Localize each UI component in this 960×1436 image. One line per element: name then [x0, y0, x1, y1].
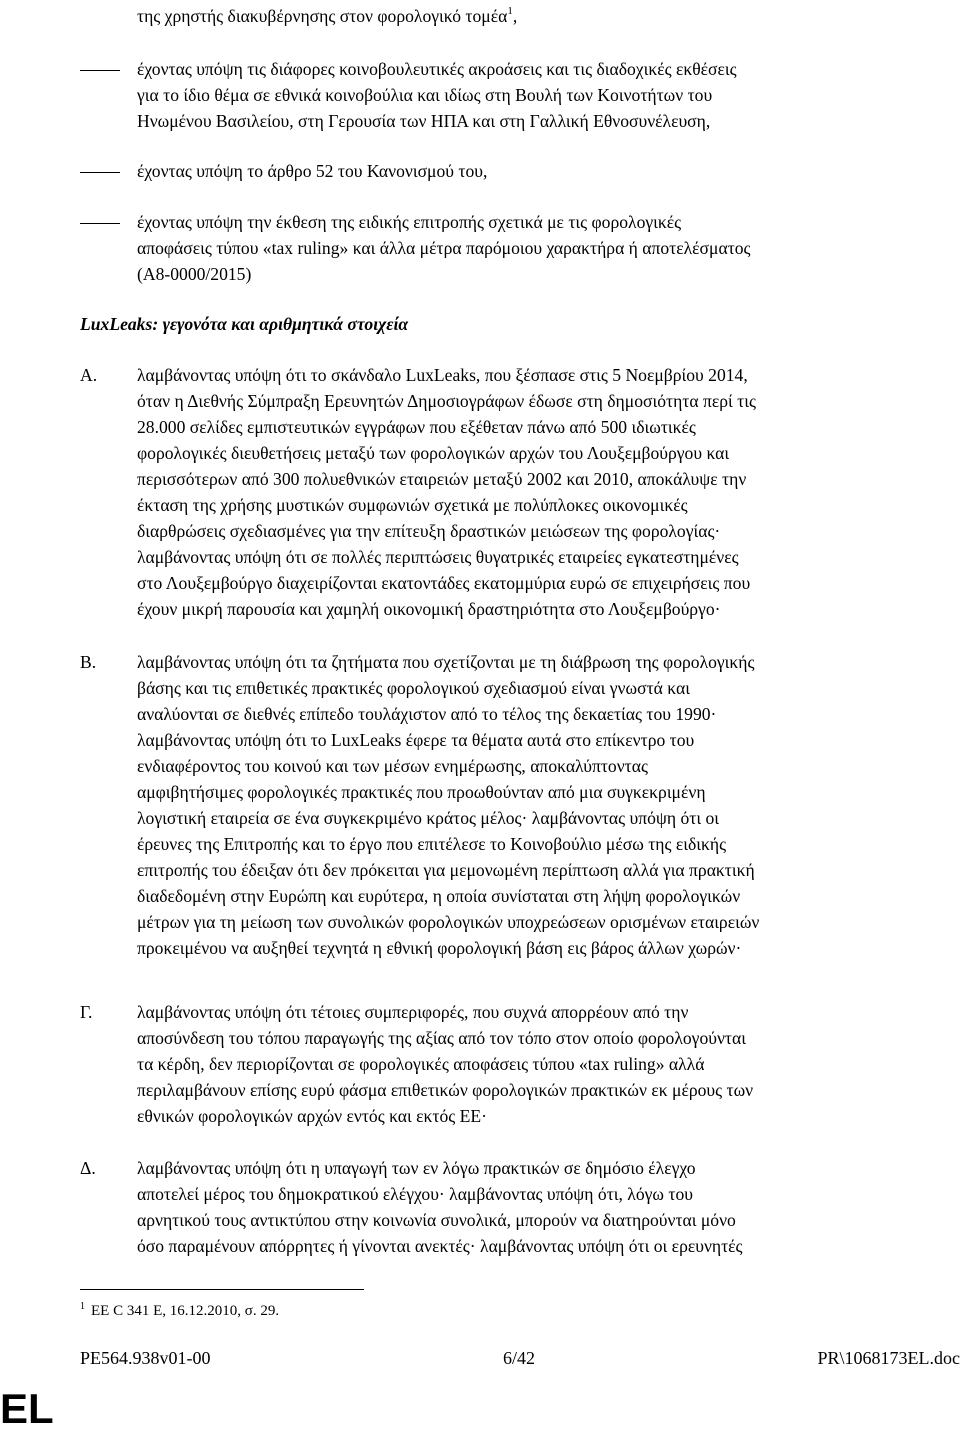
recital-line: μέτρων για τη μείωση των συνολικών φορολογικών υποχρεώσεων ορισμένων εταιρειών — [137, 912, 760, 932]
recital-line: έκταση της χρήσης μυστικών συμφωνιών σχετικά με πολύπλοκες οικονομικές — [137, 495, 688, 515]
citation-line: έχοντας υπόψη την έκθεση της ειδικής επιτροπής σχετικά με τις φορολογικές — [137, 212, 682, 232]
footnote-separator — [80, 1289, 364, 1290]
recital-label: Α. — [80, 365, 98, 385]
recital-line: φορολογικές διευθετήσεις μεταξύ των φορολογικών αρχών του Λουξεμβούργου και — [137, 443, 730, 463]
recital-line: εθνικών φορολογικών αρχών εντός και εκτός ΕΕ· — [137, 1106, 487, 1126]
recital-line: αποσύνδεση του τόπου παραγωγής της αξίας από τον τόπο στον οποίο φορολογούνται — [137, 1028, 746, 1048]
citation-line: έχοντας υπόψη το άρθρο 52 του Κανονισμού του, — [137, 161, 488, 181]
citation-line: (A8-0000/2015) — [137, 264, 252, 284]
citation-line: έχοντας υπόψη τις διάφορες κοινοβουλευτικές ακροάσεις και τις διαδοχικές εκθέσεις — [137, 59, 737, 79]
intro-text: της χρηστής διακυβέρνησης στον φορολογικό τομέα — [137, 6, 508, 26]
recital-line: λαμβάνοντας υπόψη ότι τέτοιες συμπεριφορές, που συχνά απορρέουν από την — [137, 1002, 689, 1022]
recital-line: βάσης και τις επιθετικές πρακτικές φορολογικού σχεδιασμού είναι γνωστά και — [137, 678, 690, 698]
recital-line: λαμβάνοντας υπόψη ότι σε πολλές περιπτώσεις θυγατρικές εταιρείες εγκατεστημένες — [137, 547, 739, 567]
recital-line: λογιστική εταιρεία σε ένα συγκεκριμένο κράτος μέλος· λαμβάνοντας υπόψη ότι οι — [137, 808, 720, 828]
recital-line: αρνητικού τους αντικτύπου στην κοινωνία συνολικά, μπορούν να διατηρούνται μόνο — [137, 1210, 736, 1230]
recital-label: Δ. — [80, 1158, 96, 1178]
recital-line: λαμβάνοντας υπόψη ότι τα ζητήματα που σχετίζονται με τη διάβρωση της φορολογικής — [137, 652, 755, 672]
recital-line: διαδεδομένη στην Ευρώπη και ευρύτερα, η οποία συνίσταται στη λήψη φορολογικών — [137, 886, 741, 906]
citation-line: Ηνωμένου Βασιλείου, στη Γερουσία των ΗΠΑ και στη Γαλλική Εθνοσυνέλευση, — [137, 111, 711, 131]
footer-file-ref: PR\1068173EL.doc — [817, 1348, 960, 1368]
recital-line: περισσότερων από 300 πολυεθνικών εταιρειών μεταξύ 2002 και 2010, αποκάλυψε την — [137, 469, 747, 489]
section-heading: LuxLeaks: γεγονότα και αριθμητικά στοιχεία — [80, 314, 409, 334]
recital-line: λαμβάνοντας υπόψη ότι το LuxLeaks έφερε τα θέματα αυτά στο επίκεντρο του — [137, 730, 695, 750]
footnote — [80, 1299, 279, 1326]
citation-dash — [80, 70, 120, 71]
recital-line: ενδιαφέροντος του κοινού και των μέσων ενημέρωσης, αποκαλύπτοντας — [137, 756, 648, 776]
recital-line: τα κέρδη, δεν περιορίζονται σε φορολογικές αποφάσεις τύπου «tax ruling» αλλά — [137, 1054, 705, 1074]
intro-fragment — [137, 4, 517, 33]
recital-line: όσο παραμένουν απόρρητες ή γίνονται ανεκτές· λαμβάνοντας υπόψη ότι οι ερευνητές — [137, 1236, 743, 1256]
recital-line: λαμβάνοντας υπόψη ότι το σκάνδαλο LuxLeaks, που ξέσπασε στις 5 Νοεμβρίου 2014, — [137, 365, 748, 385]
recital-line: στο Λουξεμβούργο διαχειρίζονται εκατοντάδες εκατομμύρια ευρώ σε επιχειρήσεις που — [137, 573, 751, 593]
footnote-number: 1 — [80, 1301, 85, 1312]
language-code: EL — [0, 1385, 54, 1432]
recital-label: Β. — [80, 652, 97, 672]
recital-line: 28.000 σελίδες εμπιστευτικών εγγράφων που εξέθεταν πάνω από 500 ιδιωτικές — [137, 417, 696, 437]
footnote-text: ΕΕ C 341 Ε, 16.12.2010, σ. 29. — [91, 1303, 280, 1319]
citation-line: για το ίδιο θέμα σε εθνικά κοινοβούλια και ιδίως στη Βουλή των Κοινοτήτων του — [137, 85, 713, 105]
footer-doc-ref: PE564.938v01-00 — [80, 1348, 211, 1368]
citation-dash — [80, 172, 120, 173]
recital-line: έρευνες της Επιτροπής και το έργο που επιτέλεσε το Κοινοβούλιο μέσω της ειδικής — [137, 834, 727, 854]
recital-line: έχουν μικρή παρουσία και χαμηλή οικονομική δραστηριότητα στο Λουξεμβούργο· — [137, 599, 721, 619]
recital-line: προκειμένου να αυξηθεί τεχνητά η εθνική φορολογική βάση εις βάρος άλλων χωρών· — [137, 938, 742, 958]
recital-line: διαρθρώσεις σχεδιασμένες για την επίτευξη δραστικών μειώσεων της φορολογίας· — [137, 521, 721, 541]
recital-line: περιλαμβάνουν επίσης ευρύ φάσμα επιθετικών φορολογικών πρακτικών εκ μέρους των — [137, 1080, 754, 1100]
recital-line: επιτροπής του έδειξαν ότι δεν πρόκειται για μεμονωμένη περίπτωση αλλά για πρακτική — [137, 860, 755, 880]
intro-trail: , — [512, 6, 518, 26]
citation-line: αποφάσεις τύπου «tax ruling» και άλλα μέτρα παρόμοιου χαρακτήρα ή αποτελέσματος — [137, 238, 751, 258]
footer-page-number: 6/42 — [503, 1348, 536, 1368]
recital-line: λαμβάνοντας υπόψη ότι η υπαγωγή των εν λόγω πρακτικών σε δημόσιο έλεγχο — [137, 1158, 696, 1178]
recital-label: Γ. — [80, 1002, 93, 1022]
footnote-ref[interactable]: 1 — [507, 5, 513, 17]
recital-line: αμφιβητήσιμες φορολογικές πρακτικές που προωθούνταν από μια συγκεκριμένη — [137, 782, 706, 802]
recital-line: όταν η Διεθνής Σύμπραξη Ερευνητών Δημοσιογράφων έδωσε στη δημοσιότητα περί τις — [137, 391, 756, 411]
recital-line: αναλύονται σε διεθνές επίπεδο τουλάχιστον από το τέλος της δεκαετίας του 1990· — [137, 704, 717, 724]
recital-line: αποτελεί μέρος του δημοκρατικού ελέγχου· λαμβάνοντας υπόψη ότι, λόγω του — [137, 1184, 693, 1204]
citation-dash — [80, 223, 120, 224]
